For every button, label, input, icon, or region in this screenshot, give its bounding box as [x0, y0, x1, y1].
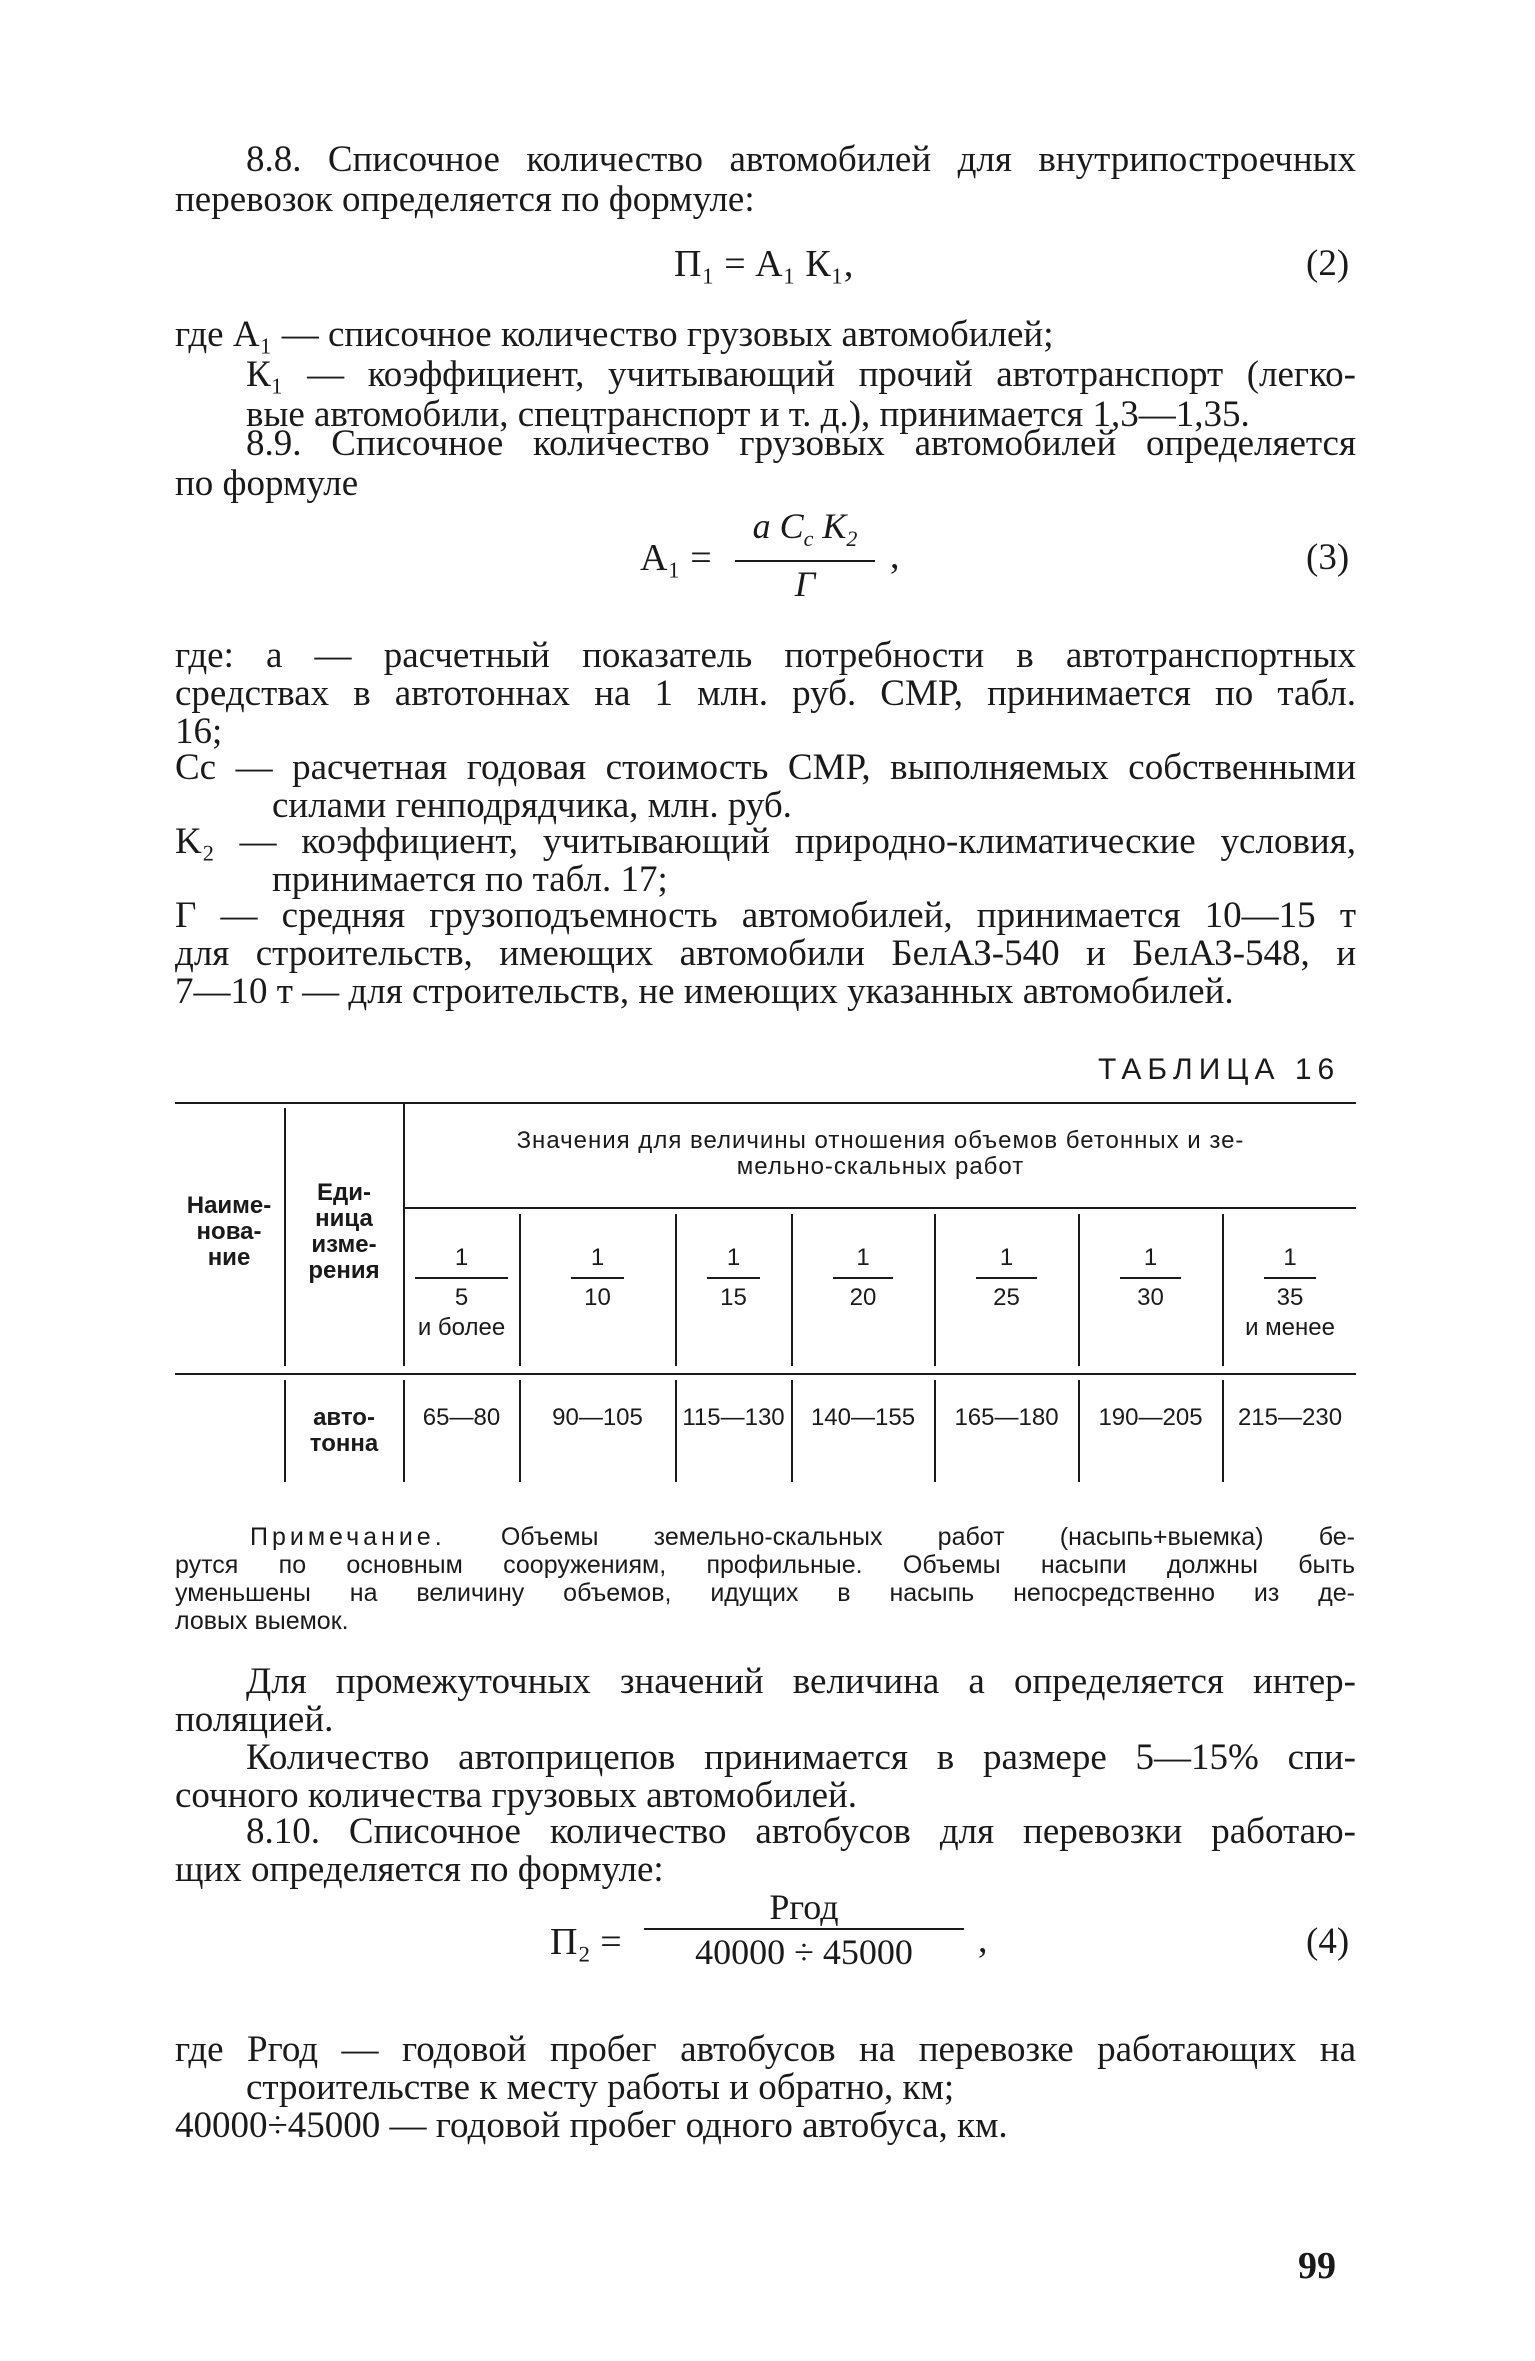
ratio-1-15: 1 15 — [677, 1243, 790, 1313]
table-cell: 90—105 — [552, 1404, 643, 1431]
table-body-vline-3 — [519, 1380, 521, 1482]
formula-3-number: (3) — [1306, 537, 1350, 578]
row-unit: авто- тонна — [309, 1404, 379, 1457]
table-body-vline-6 — [934, 1380, 936, 1482]
table-top-rule — [175, 1102, 1356, 1104]
formula-2: П₁ = А₁ К₁, — [674, 243, 854, 285]
formula-4-numerator: Pгод — [769, 1887, 839, 1927]
table-cell: 165—180 — [954, 1404, 1059, 1431]
paragraph-8-8-line-1: 8.8. Списочное количество автомобилей для внутрипостроечных — [246, 139, 1356, 180]
formula-4-fraction — [644, 1886, 964, 1974]
col-header-name: Наиме- нова- ние — [186, 1192, 272, 1271]
formula-3-fraction — [735, 505, 875, 606]
page-number: 99 — [1298, 2245, 1336, 2287]
trailers-line-2: сочного количества грузовых автомобилей. — [175, 1775, 858, 1816]
where-g-line-2: для строительств, имеющих автомобили БелАЗ-540 и БелАЗ-548, и — [175, 933, 1356, 974]
table-body-vline-7 — [1078, 1380, 1080, 1482]
where-g-line-3: 7—10 т — для строительств, не имеющих указанных автомобилей. — [175, 971, 1234, 1012]
table-cell: 140—155 — [810, 1404, 916, 1431]
paragraph-8-8-line-2: перевозок определяется по формуле: — [175, 179, 755, 220]
table-body-vline-5 — [791, 1380, 793, 1482]
table-body-vline-4 — [675, 1380, 677, 1482]
group-header: Значения для величины отношения объемов бетонных и зе- мельно-скальных работ — [516, 1127, 1245, 1180]
where-cc-line-1: Cc — расчетная годовая стоимость СМР, выполняемых собственными — [175, 747, 1356, 788]
formula-3-comma: , — [890, 535, 900, 577]
where-a1: где А₁ — списочное количество грузовых автомобилей; — [175, 314, 1054, 355]
formula-4-number: (4) — [1306, 1921, 1350, 1962]
table-group-rule — [405, 1207, 1356, 1209]
where-g-line-1: Г — средняя грузоподъемность автомобилей, принимается 10—15 т — [175, 895, 1356, 936]
where-k2-line-2: принимается по табл. 17; — [272, 859, 668, 900]
table-cell: 190—205 — [1098, 1404, 1203, 1431]
formula-4-comma: , — [978, 1919, 988, 1961]
where-k2-line-1: K₂ — коэффициент, учитывающий природно-климатические условия, — [175, 821, 1356, 862]
where-k1-line-2: вые автомобили, спецтранспорт и т. д.), принимается 1,3—1,35. — [246, 394, 1250, 435]
ratio-1-5: 1 5 и более — [405, 1243, 518, 1343]
paragraph-8-10-line-1: 8.10. Списочное количество автобусов для перевозки работаю- — [246, 1811, 1356, 1852]
formula-4-lhs: П₂ = — [550, 1921, 622, 1963]
ratio-1-20: 1 20 — [793, 1243, 933, 1313]
ratio-1-10: 1 10 — [521, 1243, 674, 1313]
paragraph-8-10-line-2: щих определяется по формуле: — [175, 1849, 664, 1890]
note-label: Примечание. — [250, 1523, 446, 1551]
table-header-rule — [175, 1373, 1356, 1375]
where-a-line-2: средствах в автотоннах на 1 млн. руб. СМР, принимается по табл. — [175, 673, 1356, 714]
formula-3-numerator: a $C_c$ $K_2$ — [752, 506, 858, 552]
table-note: Примечание. Объемы земельно-скальных работ (насыпь+выемка) бе- рутся по основным сооружениям, профильные. Объемы насыпи должны быть уменьшены на величину объемов, идущих в насыпь непосредственно из де- ловых выемок. — [175, 1523, 1355, 1635]
where-40000-line: 40000÷45000 — годовой пробег одного автобуса, км. — [175, 2105, 1008, 2146]
where-a-line-1: где: a — расчетный показатель потребности в автотранспортных — [175, 635, 1356, 676]
where-pgod-line-2: строительстве к месту работы и обратно, км; — [246, 2067, 955, 2108]
where-cc-line-2: силами генподрядчика, млн. руб. — [272, 785, 792, 826]
ratio-1-30: 1 30 — [1080, 1243, 1221, 1313]
table-16-caption: ТАБЛИЦА 16 — [1098, 1053, 1341, 1086]
table-cell: 65—80 — [422, 1404, 501, 1431]
col-header-unit: Еди- ница изме- рения — [308, 1179, 380, 1284]
where-k1-line-1: К₁ — коэффициент, учитывающий прочий автотранспорт (легко- — [246, 354, 1356, 395]
formula-3-lhs: А₁ = — [640, 537, 712, 579]
formula-3-denominator: Г — [794, 564, 816, 605]
interpolation-line-2: поляцией. — [175, 1699, 334, 1740]
table-body-vline-2 — [403, 1380, 405, 1482]
table-cell: 115—130 — [682, 1404, 785, 1431]
where-a-line-3: 16; — [175, 711, 223, 752]
formula-2-number: (2) — [1306, 243, 1350, 284]
table-body-vline-8 — [1222, 1380, 1224, 1482]
ratio-1-35: 1 35 и менее — [1245, 1244, 1335, 1341]
trailers-line-1: Количество автоприцепов принимается в размере 5—15% спи- — [246, 1737, 1356, 1778]
table-cell: 215—230 — [1237, 1404, 1343, 1431]
ratio-1-25: 1 25 — [936, 1243, 1077, 1313]
paragraph-8-9-line-1: 8.9. Списочное количество грузовых автомобилей определяется — [246, 423, 1356, 464]
paragraph-8-9-line-2: по формуле — [175, 463, 359, 504]
where-pgod-line-1: где Pгод — годовой пробег автобусов на перевозке работающих на — [175, 2029, 1356, 2070]
interpolation-line-1: Для промежуточных значений величина a определяется интер- — [246, 1661, 1356, 1702]
formula-4-denominator: 40000 ÷ 45000 — [695, 1932, 913, 1972]
